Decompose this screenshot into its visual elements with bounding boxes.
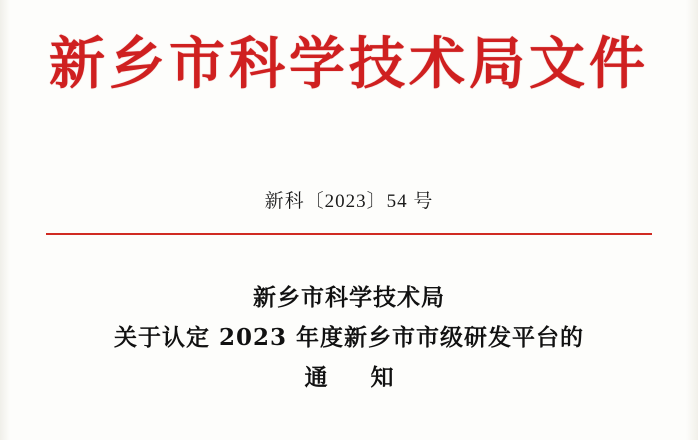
document-masthead: 新乡市科学技术局文件	[49, 31, 649, 97]
title-line-1: 新乡市科学技术局	[253, 284, 445, 311]
document-title	[0, 278, 698, 398]
title-line-3: 通 知	[304, 364, 404, 391]
title-line-2: 关于认定 2023 年度新乡市市级研发平台的	[113, 324, 585, 351]
document-number: 新科〔2023〕54 号	[264, 191, 434, 212]
red-separator-rule	[46, 233, 652, 235]
